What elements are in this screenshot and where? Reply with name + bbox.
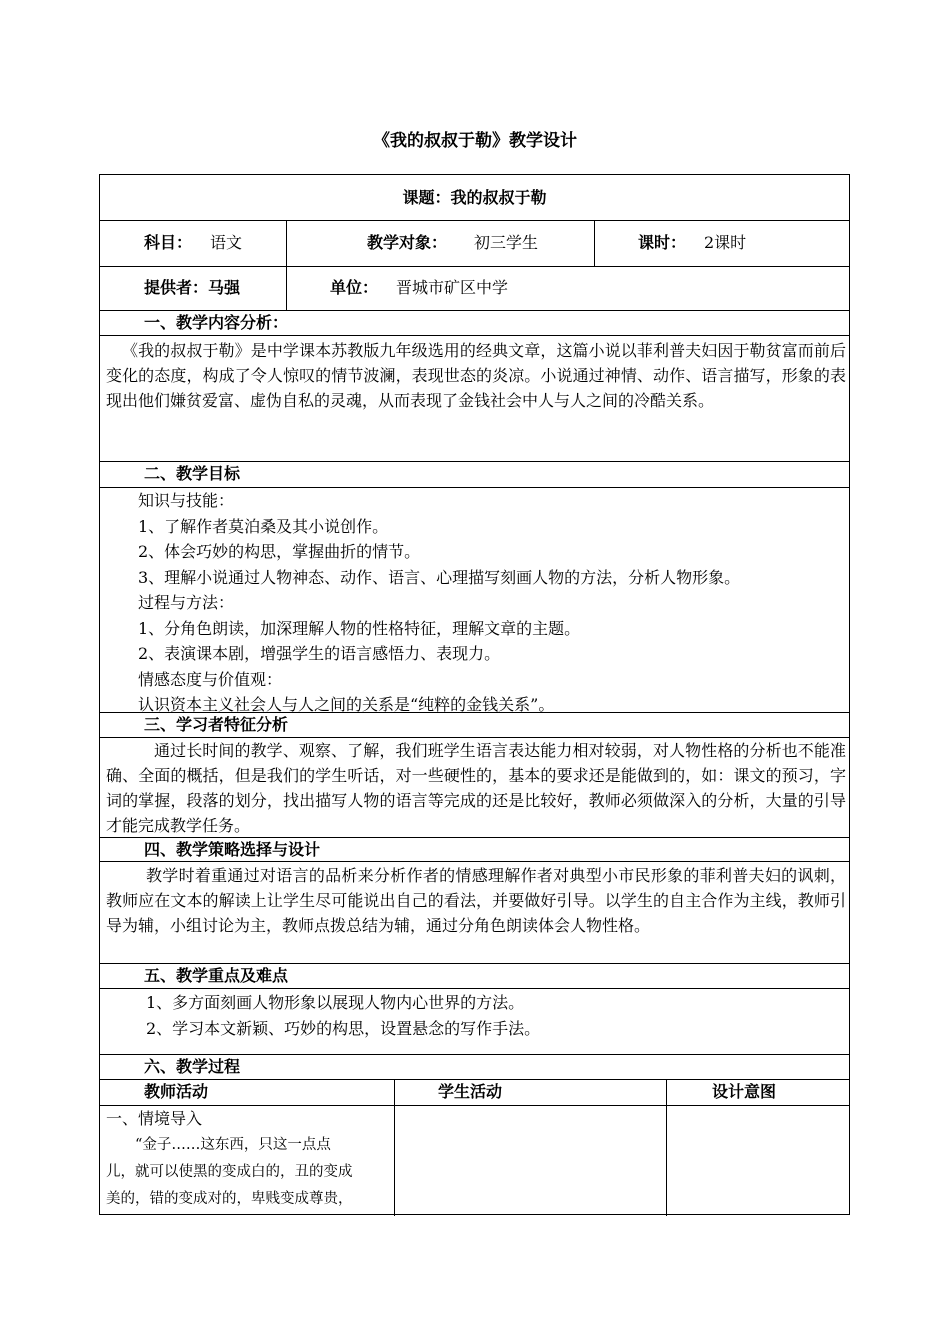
section-heading-strategy: 四、教学策略选择与设计 <box>144 840 321 859</box>
column-header-teacher: 教师活动 <box>144 1082 209 1101</box>
objective-line: 情感态度与价值观： <box>138 669 283 689</box>
column-header-intent: 设计意图 <box>712 1082 777 1101</box>
section-heading-content-analysis: 一、教学内容分析： <box>144 313 289 332</box>
unit-value: 晋城市矿区中学 <box>396 278 509 297</box>
subject-label: 科目： <box>144 233 193 252</box>
section-heading-learner-analysis: 三、学习者特征分析 <box>144 715 289 734</box>
key-point-line: 2、学习本文新颖、巧妙的构思，设置悬念的写作手法。 <box>146 1018 541 1038</box>
subject-value: 语文 <box>210 233 243 252</box>
objective-line: 1、了解作者莫泊桑及其小说创作。 <box>138 516 389 536</box>
section-heading-objectives: 二、教学目标 <box>144 464 241 483</box>
teacher-activity-line: 儿，就可以使黑的变成白的，丑的变成 <box>106 1164 353 1180</box>
learner-analysis-text: 通过长时间的教学、观察、了解，我们班学生语言表达能力相对较弱，对人物性格的分析也不能准确、全面的概括，但是我们的学生听话，对一些硬性的，基本的要求还是能做到的，如：课文的预习，字词的掌握，段落的划分，找出描写人物的语言等完成的还是比较好，教师必须做深入的分析，大量的引导才能完成教学任务。 <box>106 741 846 835</box>
objective-line: 1、分角色朗读，加深理解人物的性格特征，理解文章的主题。 <box>138 618 581 638</box>
objective-line: 认识资本主义社会人与人之间的关系是“纯粹的金钱关系”。 <box>138 695 555 714</box>
audience-value: 初三学生 <box>474 233 539 252</box>
section-heading-process: 六、教学过程 <box>144 1057 241 1076</box>
column-header-student: 学生活动 <box>438 1082 503 1101</box>
teacher-activity-step: 一、情境导入 <box>106 1109 203 1128</box>
hours-label: 课时： <box>638 233 687 252</box>
teacher-activity-cell <box>106 1106 390 1213</box>
teacher-activity-line: 美的，错的变成对的，卑贱变成尊贵， <box>106 1191 353 1207</box>
lesson-plan-table <box>99 174 850 1215</box>
objective-line: 2、表演课本剧，增强学生的语言感悟力、表现力。 <box>138 644 501 663</box>
hours-value: 2课时 <box>704 233 747 252</box>
provider-label: 提供者：马强 <box>144 278 241 297</box>
key-point-line: 1、多方面刻画人物形象以展现人物内心世界的方法。 <box>146 993 525 1012</box>
document-title: 《我的叔叔于勒》教学设计 <box>373 131 577 151</box>
objective-line: 过程与方法： <box>138 593 235 612</box>
audience-label: 教学对象： <box>367 233 448 252</box>
section-heading-key-points: 五、教学重点及难点 <box>144 966 289 985</box>
objectives-list <box>138 488 740 718</box>
teacher-activity-line: “金子……这东西，只这一点点 <box>135 1137 331 1153</box>
content-analysis-text: 《我的叔叔于勒》是中学课本苏教版九年级选用的经典文章，这篇小说以菲利普夫妇因于勒贫富而前后变化的态度，构成了令人惊叹的情节波澜，表现世态的炎凉。小说通过神情、动作、语言描写，形象的表现出他们嫌贫爱富、虚伪自私的灵魂，从而表现了金钱社会中人与人之间的冷酷关系。 <box>106 341 846 410</box>
objective-line: 3、理解小说通过人物神态、动作、语言、心理描写刻画人物的方法，分析人物形象。 <box>138 567 741 587</box>
key-points-list <box>146 990 540 1041</box>
objective-line: 知识与技能： <box>138 491 235 510</box>
unit-label: 单位： <box>330 278 379 297</box>
lesson-title: 课题：我的叔叔于勒 <box>402 188 547 207</box>
objective-line: 2、体会巧妙的构思，掌握曲折的情节。 <box>138 542 421 561</box>
strategy-text: 教学时着重通过对语言的品析来分析作者的情感理解作者对典型小市民形象的菲利普夫妇的讽刺，教师应在文本的解读上让学生尽可能说出自己的看法，并要做好引导。以学生的自主合作为主线，教师引导为辅，小组讨论为主，教师点拨总结为辅，通过分角色朗读体会人物性格。 <box>106 866 846 935</box>
